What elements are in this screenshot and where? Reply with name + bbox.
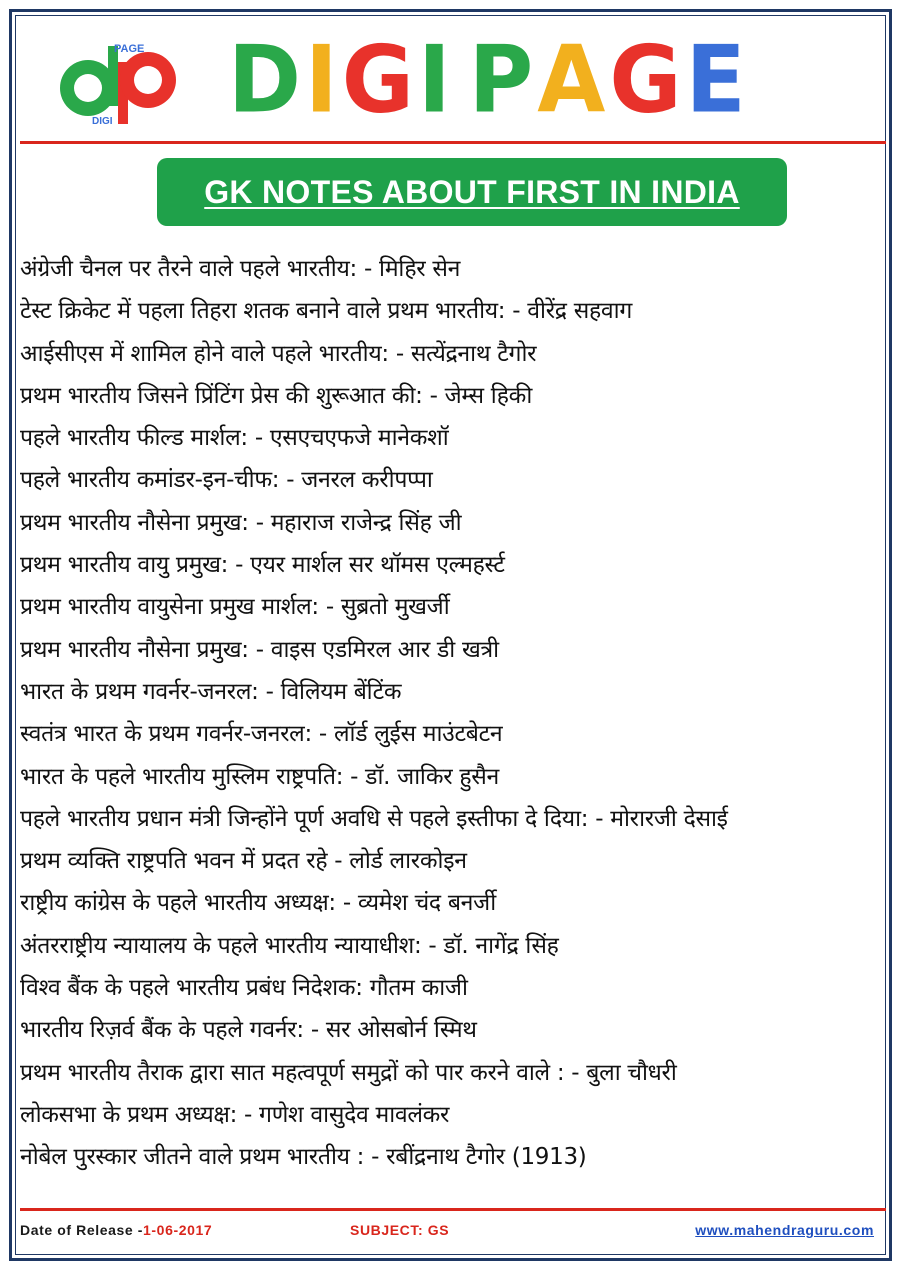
logo-top-text: PAGE <box>114 43 145 55</box>
release-label: Date of Release - <box>20 1222 144 1238</box>
fact-item: प्रथम भारतीय वायु प्रमुख: - एयर मार्शल सर थॉमस एल्महर्स्ट <box>20 552 505 579</box>
digipage-logo <box>52 40 184 128</box>
brand-letter: I <box>305 25 342 134</box>
fact-item: भारतीय रिज़र्व बैंक के पहले गवर्नर: - सर ओसबोर्न स्मिथ <box>20 1017 477 1044</box>
title-banner <box>157 158 787 226</box>
page-title: GK NOTES ABOUT FIRST IN INDIA <box>204 173 740 210</box>
fact-item: पहले भारतीय फील्ड मार्शल: - एसएचएफजे मानेकशॉ <box>20 425 449 452</box>
brand-letter: G <box>341 25 419 134</box>
fact-item: प्रथम भारतीय नौसेना प्रमुख: - महाराज राजेन्द्र सिंह जी <box>20 509 462 536</box>
brand-letter: G <box>609 25 686 134</box>
website-link[interactable]: www.mahendraguru.com <box>695 1222 874 1238</box>
brand-letter: E <box>685 25 750 134</box>
facts-list <box>20 248 880 1179</box>
subject-label: SUBJECT: GS <box>350 1222 450 1238</box>
fact-item: प्रथम भारतीय नौसेना प्रमुख: - वाइस एडमिरल आर डी खत्री <box>20 636 499 663</box>
fact-item: प्रथम भारतीय जिसने प्रिंटिंग प्रेस की शुरूआत की: - जेम्स हिकी <box>20 382 532 409</box>
fact-item: राष्ट्रीय कांग्रेस के पहले भारतीय अध्यक्ष: - व्यमेश चंद बनर्जी <box>20 890 496 917</box>
fact-item: लोकसभा के प्रथम अध्यक्ष: - गणेश वासुदेव मावलंकर <box>20 1101 450 1128</box>
brand-word-digi <box>228 25 455 134</box>
logo-bottom-text: DIGI <box>92 116 113 127</box>
fact-item: नोबेल पुरस्कार जीतने वाले प्रथम भारतीय : - रबींद्रनाथ टैगोर (1913) <box>20 1144 587 1171</box>
fact-item: प्रथम भारतीय वायुसेना प्रमुख मार्शल: - सुब्रतो मुखर्जी <box>20 594 450 621</box>
header-divider <box>20 141 886 144</box>
release-date: 1-06-2017 <box>143 1222 213 1238</box>
fact-item: भारत के प्रथम गवर्नर-जनरल: - विलियम बेंटिंक <box>20 678 402 705</box>
footer <box>20 1218 874 1242</box>
brand-letter: P <box>468 25 538 134</box>
release-info <box>20 1222 212 1238</box>
fact-item: पहले भारतीय कमांडर-इन-चीफ: - जनरल करीपप्पा <box>20 467 433 494</box>
fact-item: अंतरराष्ट्रीय न्यायालय के पहले भारतीय न्यायाधीश: - डॉ. नागेंद्र सिंह <box>20 932 559 959</box>
brand-letter: D <box>228 25 306 134</box>
brand-letter: A <box>537 25 610 134</box>
fact-item: स्वतंत्र भारत के प्रथम गवर्नर-जनरल: - लॉर्ड लुईस माउंटबेटन <box>20 721 503 748</box>
brand-word-page <box>468 25 750 134</box>
fact-item: प्रथम व्यक्ति राष्ट्रपति भवन में प्रदत रहे - लोर्ड लारकोइन <box>20 848 467 875</box>
brand-letter: I <box>418 25 455 134</box>
fact-item: भारत के पहले भारतीय मुस्लिम राष्ट्रपति: - डॉ. जाकिर हुसैन <box>20 763 499 790</box>
fact-item: टेस्ट क्रिकेट में पहला तिहरा शतक बनाने वाले प्रथम भारतीय: - वीरेंद्र सहवाग <box>20 298 632 325</box>
fact-item: प्रथम भारतीय तैराक द्वारा सात महत्वपूर्ण समुद्रों को पार करने वाले : - बुला चौधरी <box>20 1059 677 1086</box>
fact-item: पहले भारतीय प्रधान मंत्री जिन्होंने पूर्ण अवधि से पहले इस्तीफा दे दिया: - मोरारजी देसाई <box>20 805 728 832</box>
fact-item: आईसीएस में शामिल होने वाले पहले भारतीय: - सत्येंद्रनाथ टैगोर <box>20 340 537 367</box>
brand-wordmark <box>228 25 868 134</box>
footer-divider <box>20 1208 886 1211</box>
fact-item: अंग्रेजी चैनल पर तैरने वाले पहले भारतीय: - मिहिर सेन <box>20 256 461 282</box>
fact-item: विश्व बैंक के पहले भारतीय प्रबंध निदेशक: गौतम काजी <box>20 975 468 1002</box>
